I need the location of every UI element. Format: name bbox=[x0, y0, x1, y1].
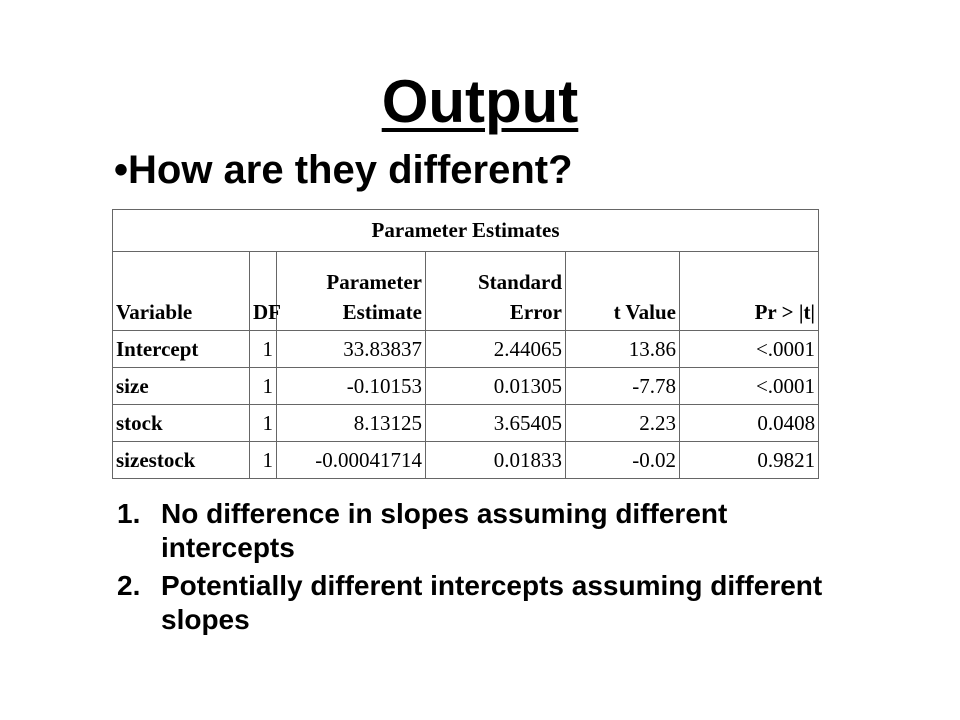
cell-standard-error: 2.44065 bbox=[426, 331, 566, 368]
cell-variable: sizestock bbox=[113, 442, 250, 479]
column-header-line2: Error bbox=[509, 300, 562, 324]
cell-variable: Intercept bbox=[113, 331, 250, 368]
note-number: 1. bbox=[117, 498, 141, 529]
cell-variable: stock bbox=[113, 405, 250, 442]
cell-estimate: -0.10153 bbox=[277, 368, 426, 405]
column-header-variable bbox=[113, 252, 250, 331]
column-header-line2: Pr > |t| bbox=[754, 300, 816, 324]
cell-p-value: 0.9821 bbox=[680, 442, 819, 479]
column-header-line2: t Value bbox=[613, 300, 676, 324]
column-header-line2: DF bbox=[253, 300, 281, 324]
cell-df: 1 bbox=[250, 331, 277, 368]
table-row bbox=[113, 331, 819, 368]
parameter-estimates-table bbox=[112, 209, 819, 479]
cell-p-value: 0.0408 bbox=[680, 405, 819, 442]
numbered-notes bbox=[117, 497, 837, 641]
column-header-df bbox=[250, 252, 281, 331]
column-header-line1 bbox=[683, 267, 815, 297]
column-header-line2: Variable bbox=[116, 300, 193, 324]
cell-variable: size bbox=[113, 368, 250, 405]
cell-estimate: -0.00041714 bbox=[277, 442, 426, 479]
table-caption-row bbox=[113, 210, 819, 252]
table-header-row bbox=[113, 252, 819, 331]
cell-p-value: <.0001 bbox=[680, 368, 819, 405]
cell-standard-error: 0.01305 bbox=[426, 368, 566, 405]
note-number: 2. bbox=[117, 570, 141, 601]
note-item bbox=[117, 497, 837, 565]
table-row bbox=[113, 368, 819, 405]
cell-df: 1 bbox=[250, 442, 277, 479]
column-header-estimate bbox=[277, 252, 426, 331]
cell-df: 1 bbox=[250, 405, 277, 442]
column-header-line1 bbox=[569, 267, 676, 297]
column-header-standard-error bbox=[426, 252, 566, 331]
column-header-p-value bbox=[680, 252, 819, 331]
table-row bbox=[113, 442, 819, 479]
column-header-line1 bbox=[116, 267, 246, 297]
column-header-line2: Estimate bbox=[342, 300, 422, 324]
bullet-question: •How are they different? bbox=[114, 148, 573, 192]
table-row bbox=[113, 405, 819, 442]
column-header-line1: Standard bbox=[477, 270, 562, 294]
table-caption: Parameter Estimates bbox=[113, 210, 819, 252]
cell-t-value: -7.78 bbox=[566, 368, 680, 405]
note-item bbox=[117, 569, 837, 637]
column-header-line1 bbox=[253, 267, 273, 297]
cell-standard-error: 0.01833 bbox=[426, 442, 566, 479]
cell-t-value: 13.86 bbox=[566, 331, 680, 368]
cell-t-value: -0.02 bbox=[566, 442, 680, 479]
column-header-line1: Parameter bbox=[326, 270, 422, 294]
note-text: No difference in slopes assuming different intercepts bbox=[161, 498, 728, 563]
note-text: Potentially different intercepts assuming different slopes bbox=[161, 570, 823, 635]
cell-df: 1 bbox=[250, 368, 277, 405]
cell-estimate: 33.83837 bbox=[277, 331, 426, 368]
cell-p-value: <.0001 bbox=[680, 331, 819, 368]
column-header-t-value bbox=[566, 252, 680, 331]
cell-t-value: 2.23 bbox=[566, 405, 680, 442]
cell-standard-error: 3.65405 bbox=[426, 405, 566, 442]
cell-estimate: 8.13125 bbox=[277, 405, 426, 442]
slide-title: Output bbox=[381, 68, 579, 135]
